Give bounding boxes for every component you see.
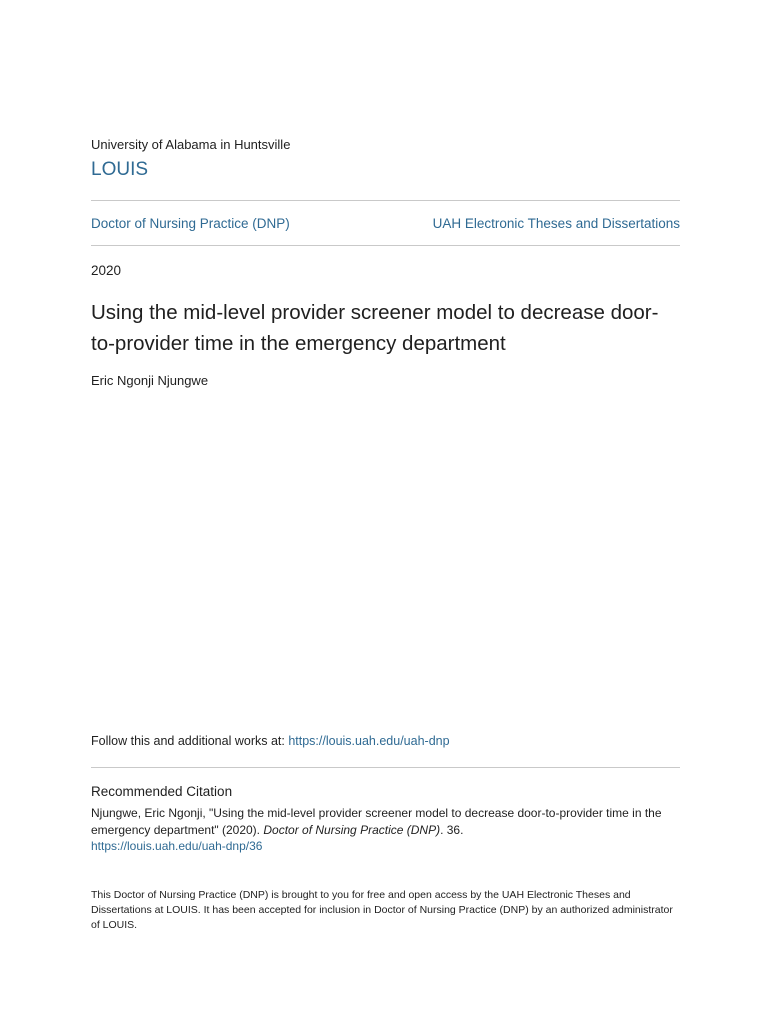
- citation-body: Njungwe, Eric Ngonji, "Using the mid-level provider screener model to decrease door-to-provider time in the emergency department" (2020).: [91, 806, 662, 837]
- repository-name[interactable]: LOUIS: [91, 159, 149, 180]
- collection-link-dnp[interactable]: Doctor of Nursing Practice (DNP): [91, 216, 290, 231]
- document-title: Using the mid-level provider screener model to decrease door-to-provider time in the emergency department: [91, 301, 659, 355]
- follow-label: Follow this and additional works at:: [91, 734, 289, 748]
- recommended-citation-heading: Recommended Citation: [91, 784, 233, 799]
- collection-link-theses[interactable]: UAH Electronic Theses and Dissertations: [432, 216, 680, 231]
- divider-bottom: [91, 767, 680, 768]
- collection-links: [91, 216, 680, 231]
- citation-number: . 36.: [440, 822, 464, 837]
- publication-year: 2020: [91, 263, 122, 278]
- cover-page: [91, 0, 680, 1024]
- access-notice: This Doctor of Nursing Practice (DNP) is brought to you for free and open access by the UAH Electronic Theses and Dissertations at LOUIS. It has been accepted for inclusion in Doctor of Nursing Practice (DNP) by an authorized administrator of LOUIS.: [91, 889, 673, 931]
- citation-series: Doctor of Nursing Practice (DNP): [263, 822, 441, 837]
- follow-line: [91, 734, 450, 748]
- author-name: Eric Ngonji Njungwe: [91, 373, 209, 388]
- institution-name: University of Alabama in Huntsville: [91, 137, 291, 152]
- follow-link[interactable]: https://louis.uah.edu/uah-dnp: [288, 734, 450, 748]
- divider-top: [91, 200, 680, 201]
- citation-link[interactable]: https://louis.uah.edu/uah-dnp/36: [91, 839, 263, 853]
- divider-middle: [91, 245, 680, 246]
- citation-text: [91, 805, 680, 855]
